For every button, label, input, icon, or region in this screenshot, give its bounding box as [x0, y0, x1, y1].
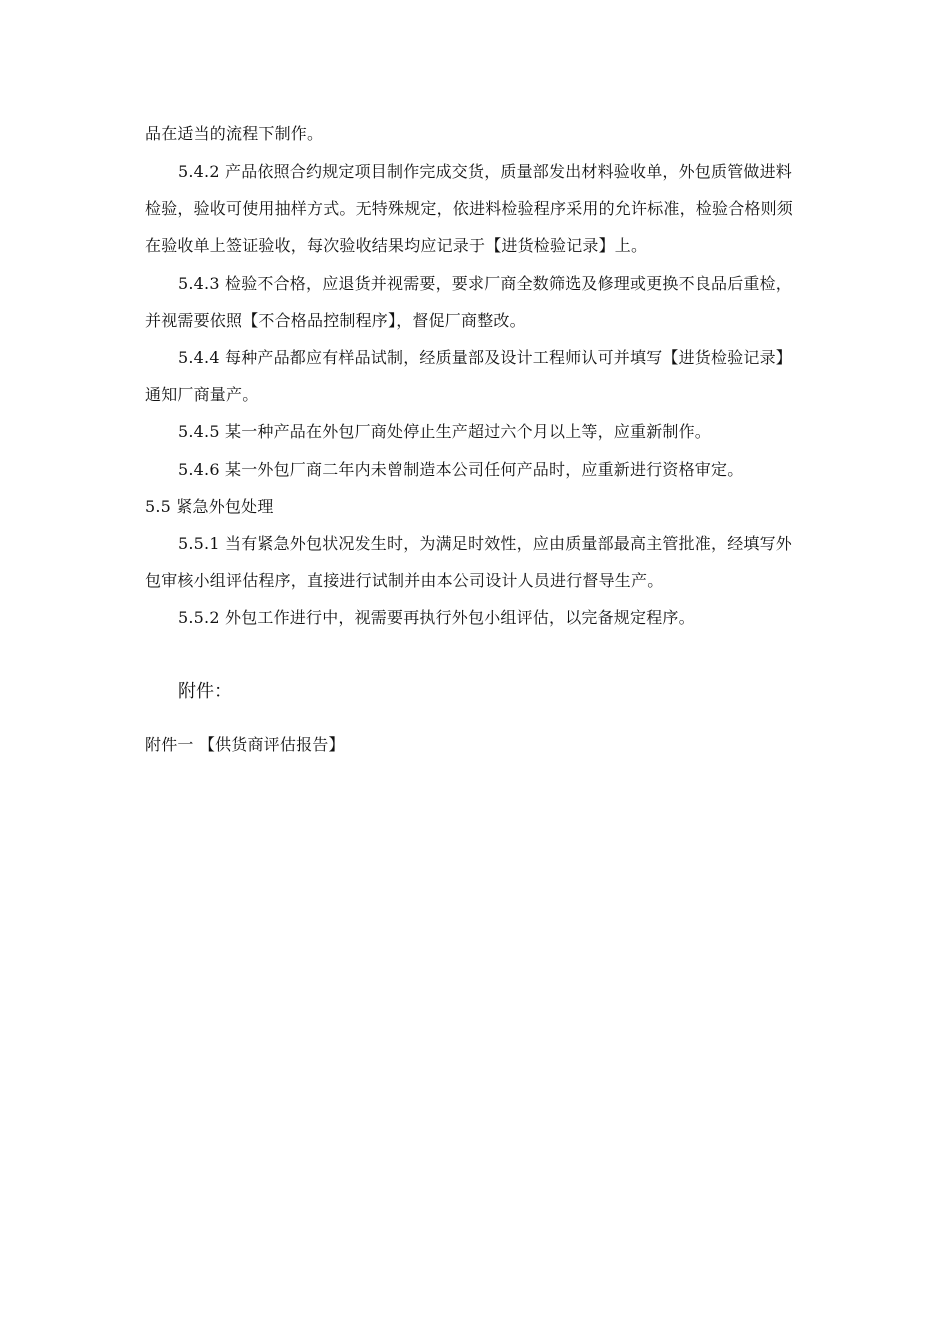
clause-5-4-5: 5.4.5 某一种产品在外包厂商处停止生产超过六个月以上等，应重新制作。 [178, 422, 711, 441]
clause-5-4-3-line-2: 并视需要依照【不合格品控制程序】，督促厂商整改。 [145, 311, 526, 330]
clause-5-4-4-line-2: 通知厂商量产。 [145, 385, 259, 404]
clause-5-5-2: 5.5.2 外包工作进行中，视需要再执行外包小组评估，以完备规定程序。 [178, 608, 695, 627]
paragraph-continuation: 品在适当的流程下制作。 [145, 124, 324, 143]
attachment-item-1: 附件一 【供货商评估报告】 [145, 735, 345, 754]
section-5-5-heading: 5.5 紧急外包处理 [145, 497, 274, 516]
clause-5-4-2-line-1: 5.4.2 产品依照合约规定项目制作完成交货，质量部发出材料验收单，外包质管做进料 [178, 162, 792, 181]
clause-5-5-1-line-1: 5.5.1 当有紧急外包状况发生时，为满足时效性，应由质量部最高主管批准，经填写外 [178, 534, 792, 553]
clause-5-4-2-line-2: 检验，验收可使用抽样方式。无特殊规定，依进料检验程序采用的允许标准，检验合格则须 [145, 199, 794, 218]
clause-5-4-3-line-1: 5.4.3 检验不合格，应退货并视需要，要求厂商全数筛选及修理或更换不良品后重检， [178, 274, 792, 293]
clause-5-4-2-line-3: 在验收单上签证验收，每次验收结果均应记录于【进货检验记录】上。 [145, 236, 648, 255]
attachments-heading: 附件： [178, 681, 232, 702]
clause-5-4-6: 5.4.6 某一外包厂商二年内未曾制造本公司任何产品时，应重新进行资格审定。 [178, 460, 744, 479]
clause-5-5-1-line-2: 包审核小组评估程序，直接进行试制并由本公司设计人员进行督导生产。 [145, 571, 664, 590]
clause-5-4-4-line-1: 5.4.4 每种产品都应有样品试制，经质量部及设计工程师认可并填写【进货检验记录】 [178, 348, 792, 367]
